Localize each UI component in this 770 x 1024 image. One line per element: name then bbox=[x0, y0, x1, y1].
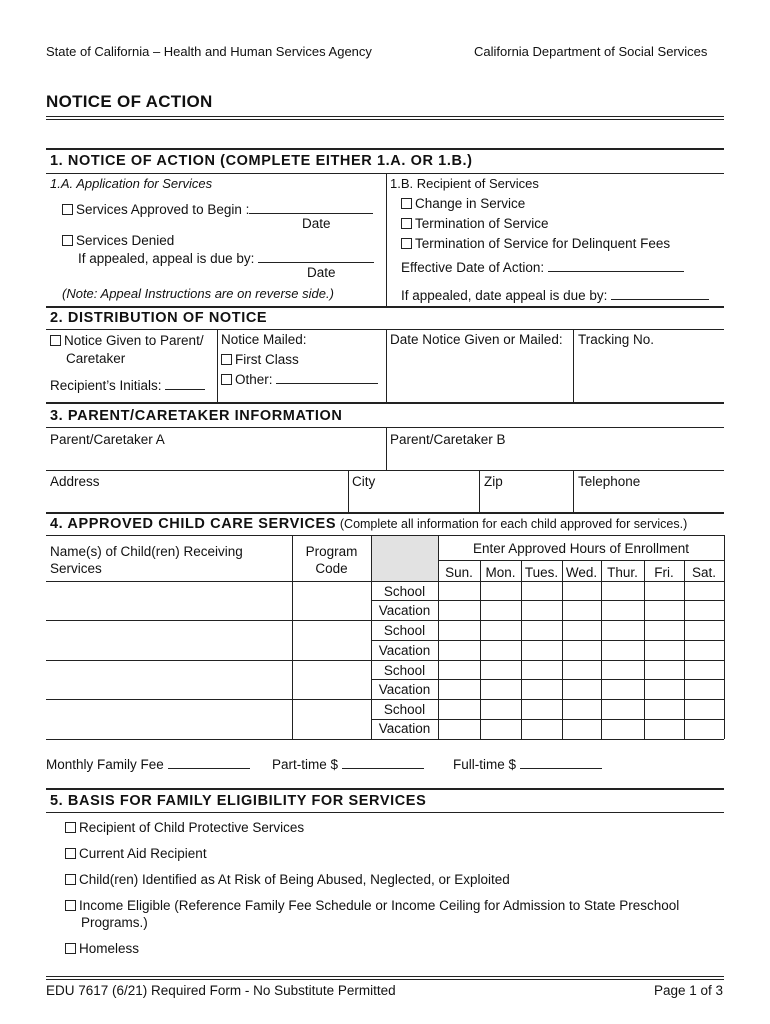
checkbox[interactable] bbox=[62, 235, 73, 246]
sec1a-heading: 1.A. Application for Services bbox=[50, 176, 213, 191]
table-bottom-rule bbox=[46, 739, 724, 740]
approved-date-caption: Date bbox=[302, 216, 331, 231]
part-time-label: Part-time $ bbox=[272, 757, 339, 772]
sec2-header-rule bbox=[46, 329, 724, 330]
full-time-line[interactable] bbox=[520, 757, 602, 769]
monthly-fee-line[interactable] bbox=[168, 757, 250, 769]
row-type-label: Vacation bbox=[378, 603, 431, 618]
row-type-label: Vacation bbox=[378, 721, 431, 736]
checkbox[interactable] bbox=[221, 374, 232, 385]
day-sun: Sun. bbox=[445, 565, 473, 580]
form-id: EDU 7617 (6/21) Required Form - No Substitute Permitted bbox=[46, 983, 396, 998]
sec5-header-rule bbox=[46, 812, 724, 813]
sec1-divider bbox=[386, 173, 387, 306]
effective-date-line[interactable] bbox=[548, 260, 684, 272]
parent-b-label: Parent/Caretaker B bbox=[390, 432, 506, 447]
sec4-top-rule bbox=[46, 512, 724, 514]
monthly-fee-label: Monthly Family Fee bbox=[46, 757, 164, 772]
day-fri: Fri. bbox=[654, 565, 674, 580]
tracking-label: Tracking No. bbox=[578, 332, 655, 347]
grey-header-cell bbox=[371, 536, 438, 581]
checkbox[interactable] bbox=[65, 900, 76, 911]
appeal-due-line[interactable] bbox=[258, 251, 374, 263]
other-label: Other: bbox=[235, 372, 273, 387]
other-line[interactable] bbox=[276, 372, 378, 384]
row-rule bbox=[46, 699, 724, 700]
section-2-title: 2. DISTRIBUTION OF NOTICE bbox=[50, 310, 268, 326]
section-4-title-row bbox=[50, 516, 687, 532]
sec3-divider-tel bbox=[573, 470, 574, 512]
sec5-top-rule bbox=[46, 788, 724, 790]
notice-given-label: Notice Given to Parent/ bbox=[64, 333, 204, 348]
appeal-date-label: If appealed, date appeal is due by: bbox=[401, 288, 608, 303]
program-code-header-2: Code bbox=[315, 561, 348, 576]
table-col-mon bbox=[480, 560, 481, 739]
footer-rule-2 bbox=[46, 979, 724, 980]
table-col-wed bbox=[562, 560, 563, 739]
sec1-top-rule bbox=[46, 148, 724, 150]
first-class-label: First Class bbox=[235, 352, 299, 367]
termination-option[interactable] bbox=[401, 216, 549, 231]
services-approved-label: Services Approved to Begin : bbox=[76, 202, 250, 217]
page-number: Page 1 of 3 bbox=[654, 983, 724, 998]
agency-name: State of California – Health and Human Services Agency bbox=[46, 44, 372, 59]
date-given-label: Date Notice Given or Mailed: bbox=[390, 332, 563, 347]
change-in-service-option[interactable] bbox=[401, 196, 525, 211]
appeal-date-line[interactable] bbox=[611, 288, 709, 300]
row-rule bbox=[371, 679, 724, 680]
sec3-divider-zip bbox=[479, 470, 480, 512]
zip-label: Zip bbox=[484, 474, 503, 489]
day-sat: Sat. bbox=[691, 565, 716, 580]
notice-mailed-label: Notice Mailed: bbox=[221, 332, 307, 347]
services-approved-option[interactable] bbox=[62, 202, 373, 217]
program-code-header: Program bbox=[305, 544, 358, 559]
section-1-title: 1. NOTICE OF ACTION (COMPLETE EITHER 1.A. OR 1.B.) bbox=[50, 153, 473, 169]
row-type-label: Vacation bbox=[378, 643, 431, 658]
row-type-label: School bbox=[383, 584, 426, 599]
eligibility-option-at-risk[interactable] bbox=[65, 872, 510, 887]
section-5-title: 5. BASIS FOR FAMILY ELIGIBILITY FOR SERVICES bbox=[50, 793, 427, 809]
table-col-fri bbox=[644, 560, 645, 739]
row-rule bbox=[46, 660, 724, 661]
option-label: Child(ren) Identified as At Risk of Being Abused, Neglected, or Exploited bbox=[79, 872, 510, 887]
services-denied-option[interactable] bbox=[62, 233, 174, 248]
monthly-fee-field[interactable] bbox=[46, 757, 250, 772]
approved-date-line[interactable] bbox=[249, 202, 373, 214]
parent-a-label: Parent/Caretaker A bbox=[50, 432, 165, 447]
day-tue: Tues. bbox=[524, 565, 559, 580]
row-rule bbox=[46, 581, 724, 582]
day-wed: Wed. bbox=[565, 565, 598, 580]
row-rule bbox=[46, 620, 724, 621]
termination-label: Termination of Service bbox=[415, 216, 549, 231]
checkbox[interactable] bbox=[62, 204, 73, 215]
sec1b-heading: 1.B. Recipient of Services bbox=[390, 176, 539, 191]
checkbox[interactable] bbox=[401, 218, 412, 229]
initials-line[interactable] bbox=[165, 378, 205, 390]
services-denied-label: Services Denied bbox=[76, 233, 175, 248]
title-rule-2 bbox=[46, 119, 724, 120]
row-rule bbox=[371, 719, 724, 720]
initials-label: Recipient’s Initials: bbox=[50, 378, 162, 393]
full-time-label: Full-time $ bbox=[453, 757, 517, 772]
eligibility-option-homeless[interactable] bbox=[65, 941, 139, 956]
day-mon: Mon. bbox=[485, 565, 516, 580]
row-rule bbox=[371, 600, 724, 601]
effective-date-field[interactable] bbox=[401, 260, 684, 275]
appeal-date-field[interactable] bbox=[401, 288, 709, 303]
eligibility-option-income[interactable] bbox=[65, 898, 679, 913]
part-time-line[interactable] bbox=[342, 757, 424, 769]
table-col-tue bbox=[521, 560, 522, 739]
row-type-label: Vacation bbox=[378, 682, 431, 697]
city-label: City bbox=[352, 474, 376, 489]
termination-fees-option[interactable] bbox=[401, 236, 670, 251]
income-option-cont: Programs.) bbox=[81, 915, 148, 930]
option-label: Income Eligible (Reference Family Fee Schedule or Income Ceiling for Admission to State Preschool bbox=[79, 898, 680, 913]
eligibility-option-aid[interactable] bbox=[65, 846, 207, 861]
page-title: NOTICE OF ACTION bbox=[46, 92, 213, 111]
checkbox[interactable] bbox=[65, 822, 76, 833]
first-class-option[interactable] bbox=[221, 352, 299, 367]
telephone-label: Telephone bbox=[578, 474, 641, 489]
table-col-sat bbox=[684, 560, 685, 739]
hours-header: Enter Approved Hours of Enrollment bbox=[472, 541, 690, 556]
row-type-label: School bbox=[383, 702, 426, 717]
appeal-note: (Note: Appeal Instructions are on reverse side.) bbox=[62, 286, 334, 301]
termination-fees-label: Termination of Service for Delinquent Fees bbox=[415, 236, 671, 251]
notice-given-label-2: Caretaker bbox=[66, 351, 126, 366]
sec2-divider-3 bbox=[573, 329, 574, 402]
checkbox[interactable] bbox=[401, 198, 412, 209]
checkbox[interactable] bbox=[221, 354, 232, 365]
appeal-due-field[interactable] bbox=[78, 251, 374, 266]
checkbox[interactable] bbox=[65, 943, 76, 954]
eligibility-option-cps[interactable] bbox=[65, 820, 304, 835]
notice-given-option[interactable] bbox=[50, 333, 204, 348]
option-label: Current Aid Recipient bbox=[79, 846, 207, 861]
other-option[interactable] bbox=[221, 372, 378, 387]
option-label: Homeless bbox=[79, 941, 140, 956]
full-time-field[interactable] bbox=[453, 757, 602, 772]
department-name: California Department of Social Services bbox=[474, 44, 708, 59]
table-col-thu bbox=[601, 560, 602, 739]
row-type-label: School bbox=[383, 623, 426, 638]
sec3-divider-city bbox=[348, 470, 349, 512]
names-header: Name(s) of Child(ren) Receiving bbox=[50, 544, 243, 559]
sec3-header-rule bbox=[46, 427, 724, 428]
sec1-header-rule bbox=[46, 173, 724, 174]
part-time-field[interactable] bbox=[272, 757, 424, 772]
row-rule bbox=[371, 640, 724, 641]
title-rule bbox=[46, 116, 724, 117]
section-3-title: 3. PARENT/CARETAKER INFORMATION bbox=[50, 408, 343, 424]
address-label: Address bbox=[50, 474, 100, 489]
footer-rule bbox=[46, 976, 724, 977]
sec2-divider-1 bbox=[217, 329, 218, 402]
days-top-rule bbox=[438, 560, 724, 561]
sec2-divider-2 bbox=[386, 329, 387, 402]
sec2-top-rule bbox=[46, 306, 724, 308]
checkbox[interactable] bbox=[50, 335, 61, 346]
section-4-title: 4. APPROVED CHILD CARE SERVICES bbox=[50, 516, 337, 532]
effective-label: Effective Date of Action: bbox=[401, 260, 545, 275]
option-label: Recipient of Child Protective Services bbox=[79, 820, 305, 835]
day-thu: Thur. bbox=[607, 565, 638, 580]
table-col-end bbox=[724, 535, 725, 739]
recipient-initials-field[interactable] bbox=[50, 378, 205, 393]
sec3-top-rule bbox=[46, 402, 724, 404]
section-4-note: (Complete all information for each child approved for services.) bbox=[339, 517, 688, 531]
sec3-divider bbox=[386, 427, 387, 471]
checkbox[interactable] bbox=[401, 238, 412, 249]
checkbox[interactable] bbox=[65, 874, 76, 885]
row-type-label: School bbox=[383, 663, 426, 678]
appeal-due-label: If appealed, appeal is due by: bbox=[78, 251, 255, 266]
appeal-date-caption: Date bbox=[307, 265, 336, 280]
checkbox[interactable] bbox=[65, 848, 76, 859]
names-header-2: Services bbox=[50, 561, 102, 576]
change-label: Change in Service bbox=[415, 196, 526, 211]
sec3-row-rule bbox=[46, 470, 724, 471]
